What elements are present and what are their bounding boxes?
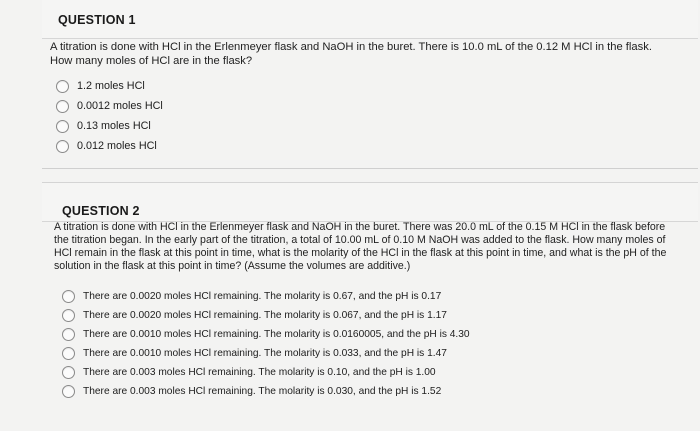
option-label: There are 0.003 moles HCl remaining. The molarity is 0.030, and the pH is 1.52 <box>83 386 442 397</box>
question-1-option[interactable] <box>56 136 163 156</box>
question-2-option[interactable] <box>62 306 470 325</box>
question-1-option[interactable] <box>56 76 163 96</box>
question-2-title: QUESTION 2 <box>62 204 140 218</box>
question-1-header <box>42 0 698 39</box>
question-1 <box>42 0 698 169</box>
question-1-text: A titration is done with HCl in the Erlenmeyer flask and NaOH in the buret. There is 10.0 mL of the 0.12 M HCl in the flask. How many moles of HCl are in the flask? <box>50 41 652 67</box>
option-label: 0.0012 moles HCl <box>77 100 163 112</box>
question-2-header <box>42 183 698 222</box>
radio-button[interactable] <box>56 140 69 153</box>
question-2-option[interactable] <box>62 363 470 382</box>
option-label: 1.2 moles HCl <box>77 80 145 92</box>
radio-button[interactable] <box>62 347 75 360</box>
radio-button[interactable] <box>62 290 75 303</box>
radio-button[interactable] <box>56 80 69 93</box>
question-2 <box>42 182 698 431</box>
question-2-text: A titration is done with HCl in the Erlenmeyer flask and NaOH in the buret. There was 20.0 mL of the 0.15 M HCl in the flask before the titration began. In the early part of the titration, a total of 10.00 mL of 0.10 M NaOH was added to the flask. How many moles of HCl remain in the flask at this point in time, what is the molarity of the HCl in the flask at this point in time, and what is the pH of the solution in the flask at this point in time? (Assume the volumes are additive.) <box>54 221 667 272</box>
question-1-options <box>56 76 163 156</box>
radio-button[interactable] <box>62 309 75 322</box>
question-2-option[interactable] <box>62 382 470 401</box>
option-label: There are 0.0010 moles HCl remaining. The molarity is 0.033, and the pH is 1.47 <box>83 348 447 359</box>
radio-button[interactable] <box>62 328 75 341</box>
question-2-option[interactable] <box>62 287 470 306</box>
question-2-option[interactable] <box>62 325 470 344</box>
radio-button[interactable] <box>56 120 69 133</box>
radio-button[interactable] <box>62 366 75 379</box>
option-label: There are 0.0020 moles HCl remaining. The molarity is 0.67, and the pH is 0.17 <box>83 291 442 302</box>
question-2-option[interactable] <box>62 344 470 363</box>
question-1-title: QUESTION 1 <box>58 13 136 27</box>
question-2-options <box>62 287 470 401</box>
option-label: There are 0.0020 moles HCl remaining. The molarity is 0.067, and the pH is 1.17 <box>83 310 447 321</box>
question-1-option[interactable] <box>56 116 163 136</box>
option-label: 0.012 moles HCl <box>77 140 157 152</box>
option-label: 0.13 moles HCl <box>77 120 151 132</box>
radio-button[interactable] <box>62 385 75 398</box>
option-label: There are 0.0010 moles HCl remaining. The molarity is 0.0160005, and the pH is 4.30 <box>83 329 470 340</box>
radio-button[interactable] <box>56 100 69 113</box>
question-1-option[interactable] <box>56 96 163 116</box>
option-label: There are 0.003 moles HCl remaining. The molarity is 0.10, and the pH is 1.00 <box>83 367 436 378</box>
